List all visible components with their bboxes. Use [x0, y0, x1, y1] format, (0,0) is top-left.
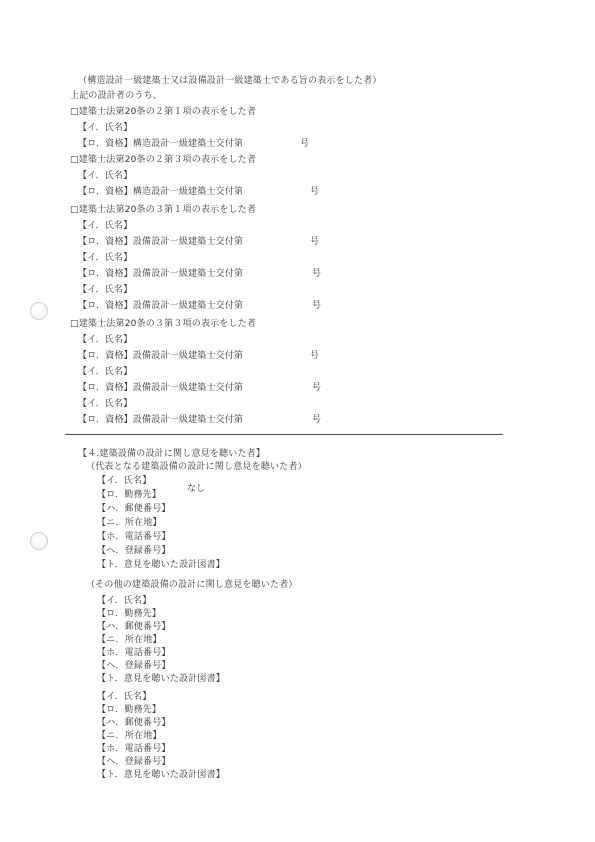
group3-entry3-qual: 【ロ．資格】設備設計一級建築士交付第	[78, 301, 244, 311]
group2-name-label: 【イ．氏名】	[78, 171, 133, 181]
group1-name-label: 【イ．氏名】	[78, 123, 133, 133]
other1-field-name: 【イ．氏名】	[97, 596, 152, 606]
rep-subheading: （代表となる建築設備の設計に関し意見を聴いた者）	[86, 462, 307, 472]
group3-entry1-name: 【イ．氏名】	[78, 221, 133, 231]
rep-field-drawings: 【ト．意見を聴いた設計図書】	[97, 560, 225, 570]
group4-entry2-gou: 号	[312, 383, 322, 393]
group3-title: □建築士法第20条の３第１項の表示をした者	[70, 205, 257, 215]
rep-none-note: なし	[187, 484, 206, 494]
rep-field-postal: 【ハ．郵便番号】	[97, 504, 171, 514]
group1-title: □建築士法第20条の２第１項の表示をした者	[70, 107, 257, 117]
group3-entry2-name: 【イ．氏名】	[78, 253, 133, 263]
section1-heading: （構造設計一級建築士又は設備設計一級建築士である旨の表示をした者）	[78, 76, 382, 86]
group4-entry2-qual: 【ロ．資格】設備設計一級建築士交付第	[78, 383, 244, 393]
group3-entry1-gou: 号	[310, 237, 320, 247]
other1-field-phone: 【ホ．電話番号】	[97, 648, 171, 658]
rep-field-employer: 【ロ．勤務先】	[97, 490, 162, 500]
other2-field-address: 【ニ．所在地】	[97, 731, 162, 741]
group4-entry3-gou: 号	[312, 415, 322, 425]
group1-qual-label: 【ロ．資格】構造設計一級建築士交付第	[78, 139, 244, 149]
other2-field-drawings: 【ト．意見を聴いた設計図書】	[97, 770, 225, 780]
other1-field-drawings: 【ト．意見を聴いた設計図書】	[97, 674, 225, 684]
group4-title: □建築士法第20条の３第３項の表示をした者	[70, 319, 257, 329]
other1-field-employer: 【ロ．勤務先】	[97, 609, 162, 619]
rep-field-registration: 【ヘ．登録番号】	[97, 546, 171, 556]
other2-field-registration: 【ヘ．登録番号】	[97, 757, 171, 767]
section1-intro: 上記の設計者のうち、	[70, 91, 163, 101]
group3-entry1-qual: 【ロ．資格】設備設計一級建築士交付第	[78, 237, 244, 247]
rep-field-address: 【ニ．所在地】	[97, 518, 162, 528]
group2-gou: 号	[310, 187, 320, 197]
group3-entry3-gou: 号	[312, 301, 322, 311]
group4-entry3-name: 【イ．氏名】	[78, 399, 133, 409]
group4-entry3-qual: 【ロ．資格】設備設計一級建築士交付第	[78, 415, 244, 425]
group4-entry2-name: 【イ．氏名】	[78, 367, 133, 377]
other2-field-phone: 【ホ．電話番号】	[97, 744, 171, 754]
group3-entry3-name: 【イ．氏名】	[78, 285, 133, 295]
punch-hole-top	[30, 302, 48, 320]
other2-field-employer: 【ロ．勤務先】	[97, 705, 162, 715]
other2-field-name: 【イ．氏名】	[97, 692, 152, 702]
punch-hole-bottom	[30, 532, 48, 550]
group4-entry1-gou: 号	[310, 351, 320, 361]
rep-field-phone: 【ホ．電話番号】	[97, 532, 171, 542]
other-subheading: （その他の建築設備の設計に関し意見を聴いた者）	[86, 580, 298, 590]
group3-entry2-gou: 号	[312, 269, 322, 279]
section-divider	[65, 434, 503, 435]
other1-field-address: 【ニ．所在地】	[97, 635, 162, 645]
other1-field-postal: 【ハ．郵便番号】	[97, 622, 171, 632]
group4-entry1-qual: 【ロ．資格】設備設計一級建築士交付第	[78, 351, 244, 361]
other1-field-registration: 【ヘ．登録番号】	[97, 661, 171, 671]
group2-title: □建築士法第20条の２第３項の表示をした者	[70, 155, 257, 165]
group2-qual-label: 【ロ．資格】構造設計一級建築士交付第	[78, 187, 244, 197]
rep-field-name: 【イ．氏名】	[97, 476, 152, 486]
group4-entry1-name: 【イ．氏名】	[78, 335, 133, 345]
other2-field-postal: 【ハ．郵便番号】	[97, 718, 171, 728]
group1-gou: 号	[300, 139, 310, 149]
section4-heading: 【４.建築設備の設計に関し意見を聴いた者】	[78, 449, 266, 459]
group3-entry2-qual: 【ロ．資格】設備設計一級建築士交付第	[78, 269, 244, 279]
